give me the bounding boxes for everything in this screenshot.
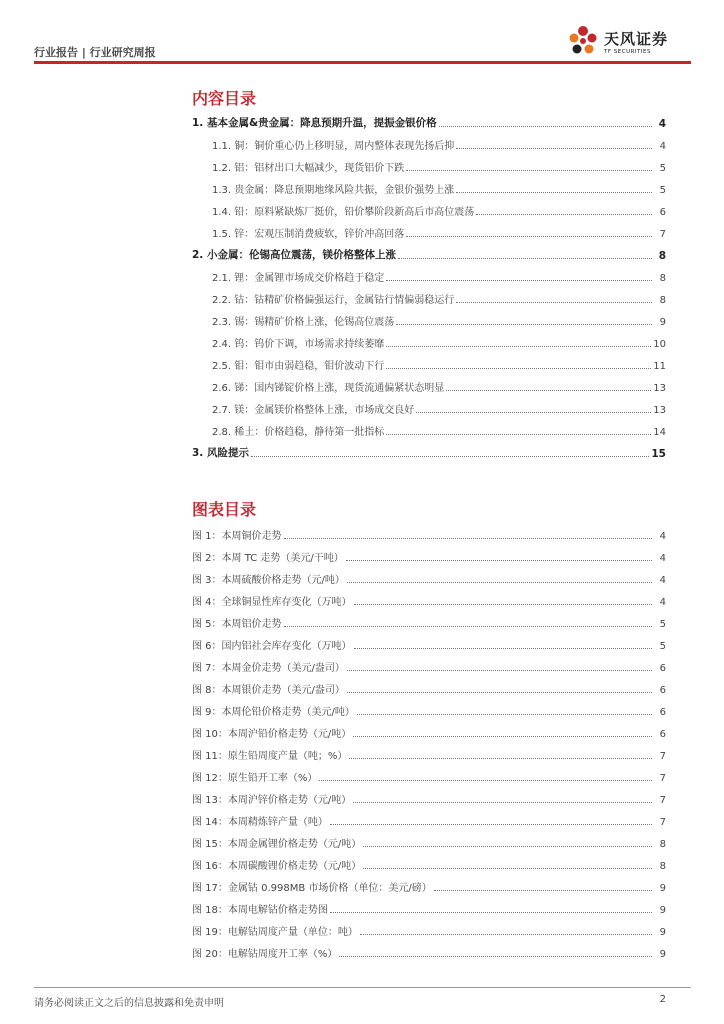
toc-entry-label: 2. 小金属：伦锡高位震荡，镁价格整体上涨 (192, 249, 396, 261)
flower-logo-icon (566, 24, 600, 58)
dot-leader (439, 125, 652, 127)
dot-leader (339, 955, 652, 957)
dot-leader (354, 647, 652, 649)
figure-entry[interactable] (192, 944, 666, 960)
figure-entry-label: 图 8：本周银价走势（美元/盎司） (192, 685, 345, 696)
dot-leader (347, 691, 652, 693)
toc-entry-label: 1.2. 铝：铝材出口大幅减少，现货铝价下跌 (212, 163, 405, 174)
figure-entry-page: 4 (659, 575, 666, 586)
figure-entry-page: 5 (659, 619, 666, 630)
figure-entry-label: 图 18：本周电解钴价格走势图 (192, 905, 328, 916)
dot-leader (386, 367, 651, 369)
toc-entry[interactable] (192, 378, 666, 394)
figure-entry-page: 8 (659, 861, 666, 872)
figure-entry[interactable] (192, 570, 666, 586)
toc-entry-page: 10 (653, 339, 666, 350)
figure-entry-page: 9 (659, 927, 666, 938)
dot-leader (353, 735, 652, 737)
toc-entry-page: 8 (658, 250, 666, 262)
figure-entry[interactable] (192, 724, 666, 740)
toc-entry-label: 2.5. 钼：钼市由弱趋稳，钼价波动下行 (212, 361, 385, 372)
toc-entry-label: 2.1. 锂：金属锂市场成交价格趋于稳定 (212, 273, 385, 284)
dot-leader (284, 537, 652, 539)
figure-entry[interactable] (192, 636, 666, 652)
logo-chinese-name: 天风证券 (604, 30, 669, 48)
figure-entry[interactable] (192, 856, 666, 872)
figure-entry-label: 图 19：电解钴周度产量（单位：吨） (192, 927, 358, 938)
figure-entry-label: 图 13：本周沪锌价格走势（元/吨） (192, 795, 352, 806)
figure-entry-page: 8 (659, 839, 666, 850)
dot-leader (347, 669, 652, 671)
logo-english-name: TF SECURITIES (604, 49, 651, 55)
figure-entry[interactable] (192, 922, 666, 938)
figure-entry[interactable] (192, 746, 666, 762)
figure-entry-label: 图 2：本周 TC 走势（美元/干吨） (192, 553, 344, 564)
dot-leader (476, 213, 652, 215)
toc-entry[interactable] (192, 268, 666, 284)
toc-entry-page: 13 (653, 383, 666, 394)
figure-entry-label: 图 7：本周金价走势（美元/盎司） (192, 663, 345, 674)
toc-entry-page: 13 (653, 405, 666, 416)
dot-leader (406, 235, 652, 237)
figure-entry-page: 7 (659, 795, 666, 806)
dot-leader (456, 191, 652, 193)
figure-entry[interactable] (192, 702, 666, 718)
dot-leader (346, 559, 652, 561)
figure-entry-page: 4 (659, 597, 666, 608)
toc-entry-label: 2.6. 锑：国内锑锭价格上涨，现货流通偏紧状态明显 (212, 383, 445, 394)
toc-entry-label: 1.1. 铜：铜价重心仍上移明显，周内整体表现先扬后抑 (212, 141, 455, 152)
dot-leader (363, 867, 652, 869)
company-logo (566, 24, 696, 60)
dot-leader (386, 345, 651, 347)
header-divider (34, 61, 691, 64)
figure-entry-page: 4 (659, 553, 666, 564)
figure-entry-label: 图 5：本周铝价走势 (192, 619, 282, 630)
figure-entry-label: 图 3：本周硫酸价格走势（元/吨） (192, 575, 345, 586)
figure-entry[interactable] (192, 812, 666, 828)
dot-leader (330, 911, 652, 913)
header-label: 行业报告 | 行业研究周报 (34, 46, 156, 59)
toc-entry[interactable] (192, 312, 666, 328)
figure-entry-label: 图 17：金属钴 0.998MB 市场价格（单位：美元/磅） (192, 883, 432, 894)
page-number: 2 (659, 994, 666, 1005)
toc-entry[interactable] (192, 334, 666, 350)
figure-entry-page: 7 (659, 817, 666, 828)
toc-entry[interactable] (192, 224, 666, 240)
toc-entry[interactable] (192, 202, 666, 218)
footer-divider (34, 987, 691, 988)
figure-entry-page: 9 (659, 883, 666, 894)
toc-entry-page: 4 (659, 141, 666, 152)
dot-leader (251, 455, 649, 457)
figure-entry-label: 图 4：全球铜显性库存变化（万吨） (192, 597, 352, 608)
dot-leader (330, 823, 652, 825)
figure-entry-label: 图 20：电解钴周度开工率（%） (192, 949, 338, 960)
toc-entry-label: 1.5. 锌：宏观压制消费疲软，锌价冲高回落 (212, 229, 405, 240)
dot-leader (386, 279, 652, 281)
figure-entry-label: 图 14：本周精炼锌产量（吨） (192, 817, 328, 828)
dot-leader (446, 389, 651, 391)
figure-entry-label: 图 16：本周碳酸锂价格走势（元/吨） (192, 861, 362, 872)
dot-leader (456, 301, 652, 303)
toc-entry-page: 8 (659, 273, 666, 284)
toc-entry[interactable] (192, 400, 666, 416)
toc-entry-label: 1.4. 铅：原料紧缺炼厂挺价，铅价攀阶段新高后市高位震荡 (212, 207, 475, 218)
toc-entry[interactable] (192, 444, 666, 460)
toc-entry-page: 7 (659, 229, 666, 240)
figure-entry-page: 7 (659, 773, 666, 784)
figure-entry[interactable] (192, 768, 666, 784)
dot-leader (360, 933, 652, 935)
dot-leader (349, 757, 652, 759)
toc-entry-page: 15 (651, 448, 666, 460)
figure-entry-page: 9 (659, 905, 666, 916)
figure-entry-label: 图 12：原生铅开工率（%） (192, 773, 318, 784)
figure-entry-page: 7 (659, 751, 666, 762)
figure-entry[interactable] (192, 526, 666, 542)
toc-entry[interactable] (192, 136, 666, 152)
figure-entry[interactable] (192, 834, 666, 850)
dot-leader (398, 257, 652, 259)
toc-entry[interactable] (192, 356, 666, 372)
figure-entry-label: 图 10：本周沪铅价格走势（元/吨） (192, 729, 352, 740)
toc-entry-page: 5 (659, 163, 666, 174)
dot-leader (406, 169, 652, 171)
toc-entry[interactable] (192, 158, 666, 174)
toc-entry-page: 5 (659, 185, 666, 196)
dot-leader (434, 889, 652, 891)
dot-leader (416, 411, 651, 413)
footer-disclaimer: 请务必阅读正文之后的信息披露和免责申明 (34, 998, 224, 1009)
dot-leader (386, 433, 651, 435)
dot-leader (363, 845, 652, 847)
figure-entry[interactable] (192, 658, 666, 674)
figure-entry-label: 图 1：本周铜价走势 (192, 531, 282, 542)
figure-entry[interactable] (192, 790, 666, 806)
toc-entry-label: 2.2. 钴：钴精矿价格偏强运行，金属钴行情偏弱稳运行 (212, 295, 455, 306)
toc-entry[interactable] (192, 180, 666, 196)
toc-entry-page: 11 (653, 361, 666, 372)
toc-entry-page: 8 (659, 295, 666, 306)
dot-leader (319, 779, 652, 781)
figure-entry-page: 9 (659, 949, 666, 960)
toc-entry-page: 6 (659, 207, 666, 218)
toc-entry-page: 9 (659, 317, 666, 328)
toc-entry-label: 2.3. 锡：锡精矿价格上涨，伦锡高位震荡 (212, 317, 395, 328)
dot-leader (396, 323, 652, 325)
toc-entry-label: 3. 风险提示 (192, 447, 249, 459)
toc-entry[interactable] (192, 290, 666, 306)
toc-entry[interactable] (192, 246, 666, 262)
figure-entry-page: 5 (659, 641, 666, 652)
figure-entry[interactable] (192, 680, 666, 696)
dot-leader (354, 603, 652, 605)
figure-entry-page: 4 (659, 531, 666, 542)
figure-entry-page: 6 (659, 729, 666, 740)
figure-entry-page: 6 (659, 685, 666, 696)
contents-title: 内容目录 (192, 89, 257, 108)
toc-entry[interactable] (192, 422, 666, 438)
dot-leader (353, 801, 652, 803)
toc-entry-label: 2.8. 稀土：价格趋稳，静待第一批指标 (212, 427, 385, 438)
figure-entry-label: 图 9：本周伦铅价格走势（美元/吨） (192, 707, 355, 718)
figure-entry-label: 图 11：原生铅周度产量（吨；%） (192, 751, 348, 762)
toc-entry[interactable] (192, 114, 666, 130)
figure-entry-page: 6 (659, 707, 666, 718)
toc-entry-label: 1. 基本金属&贵金属：降息预期升温，提振金银价格 (192, 117, 437, 129)
figures-title: 图表目录 (192, 500, 257, 519)
figure-entry-label: 图 6：国内铝社会库存变化（万吨） (192, 641, 352, 652)
toc-entry-page: 14 (653, 427, 666, 438)
dot-leader (347, 581, 652, 583)
figure-entry[interactable] (192, 548, 666, 564)
toc-entry-label: 1.3. 贵金属：降息预期地缘风险共振，金银价强势上涨 (212, 185, 455, 196)
figure-entry[interactable] (192, 900, 666, 916)
toc-entry-page: 4 (658, 118, 666, 130)
figure-entry[interactable] (192, 878, 666, 894)
toc-entry-label: 2.7. 镁：金属镁价格整体上涨，市场成交良好 (212, 405, 415, 416)
figure-entry-label: 图 15：本周金属锂价格走势（元/吨） (192, 839, 362, 850)
figure-entry[interactable] (192, 592, 666, 608)
toc-entry-label: 2.4. 钨：钨价下调，市场需求持续萎靡 (212, 339, 385, 350)
figure-entry-page: 6 (659, 663, 666, 674)
dot-leader (284, 625, 652, 627)
figure-entry[interactable] (192, 614, 666, 630)
dot-leader (357, 713, 652, 715)
dot-leader (456, 147, 652, 149)
